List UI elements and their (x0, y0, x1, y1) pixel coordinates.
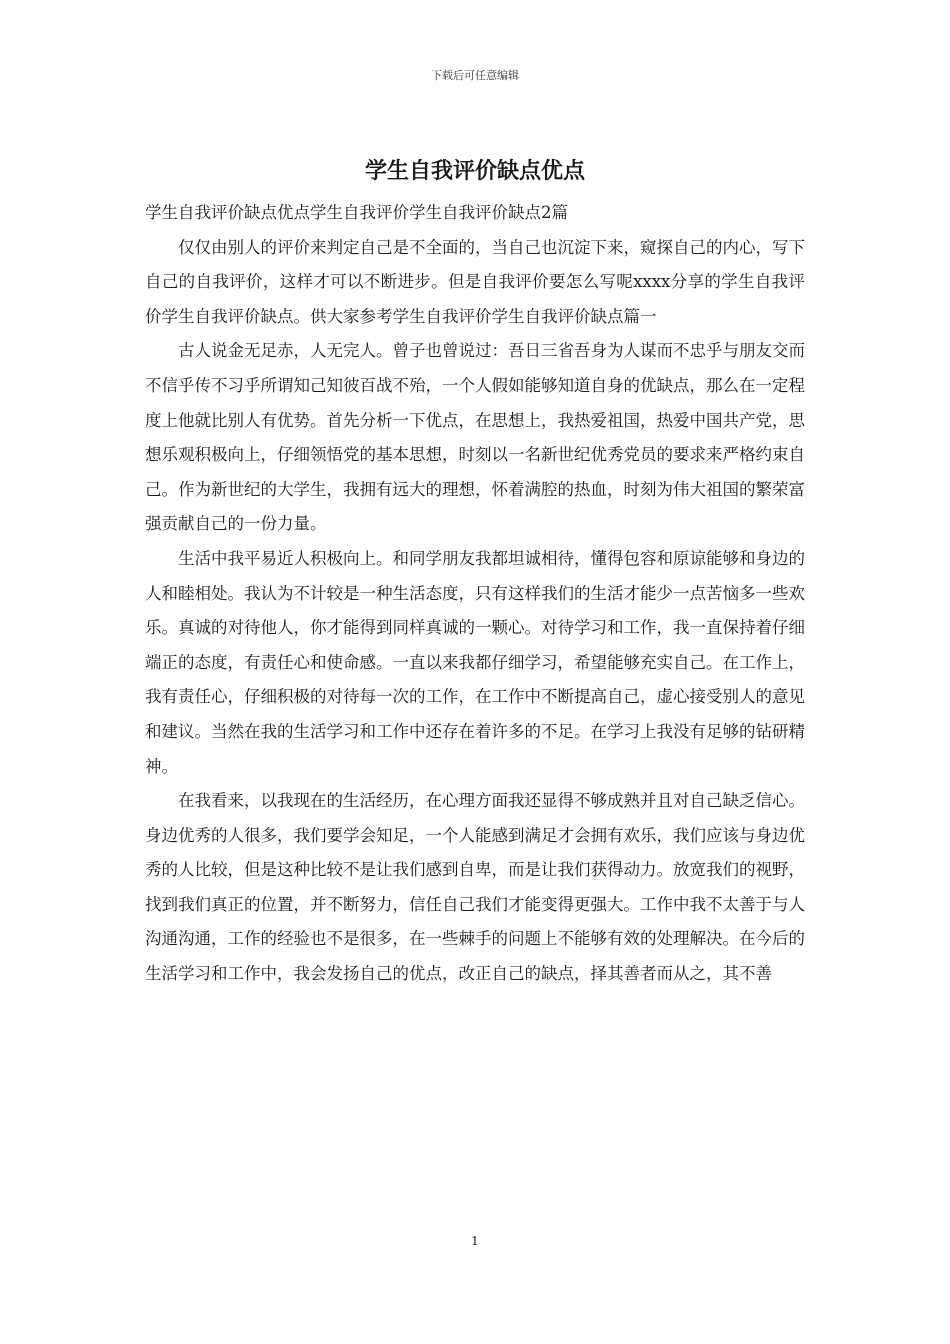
paragraph-strengths-life: 生活中我平易近人积极向上。和同学朋友我都坦诚相待，懂得包容和原谅能够和身边的人和睦相处。我认为不计较是一种生活态度，只有这样我们的生活才能少一点苦恼多一些欢乐。真诚的对待他人，你才能得到同样真诚的一颗心。对待学习和工作，我一直保持着仔细端正的态度，有责任心和使命感。一直以来我都仔细学习，希望能够充实自己。在工作上，我有责任心，仔细积极的对待每一次的工作，在工作中不断提高自己，虚心接受别人的意见和建议。当然在我的生活学习和工作中还存在着许多的不足。在学习上我没有足够的钻研精神。 (145, 548, 805, 776)
subtitle: 学生自我评价缺点优点学生自我评价学生自我评价缺点2篇 (145, 203, 568, 222)
document-body (145, 196, 805, 992)
paragraph-strengths-thought: 古人说金无足赤，人无完人。曾子也曾说过：吾日三省吾身为人谋而不忠乎与朋友交而不信乎传不习乎所谓知己知彼百战不殆，一个人假如能够知道自身的优缺点，那么在一定程度上他就比别人有优势。首先分析一下优点，在思想上，我热爱祖国，热爱中国共产党，思想乐观积极向上，仔细领悟党的基本思想，时刻以一名新世纪优秀党员的要求来严格约束自己。作为新世纪的大学生，我拥有远大的理想，怀着满腔的热血，时刻为伟大祖国的繁荣富强贡献自己的一份力量。 (145, 341, 805, 534)
paragraph-weaknesses: 在我看来，以我现在的生活经历，在心理方面我还显得不够成熟并且对自己缺乏信心。身边优秀的人很多，我们要学会知足，一个人能感到满足才会拥有欢乐，我们应该与身边优秀的人比较，但是这种比较不是让我们感到自卑，而是让我们获得动力。放宽我们的视野，找到我们真正的位置，并不断努力，信任自己我们才能变得更强大。工作中我不太善于与人沟通沟通，工作的经验也不是很多，在一些棘手的问题上不能够有效的处理解决。在今后的生活学习和工作中，我会发扬自己的优点，改正自己的缺点，择其善者而从之，其不善 (145, 791, 805, 984)
paragraph-intro: 仅仅由别人的评价来判定自己是不全面的，当自己也沉淀下来，窥探自己的内心，写下自己的自我评价，这样才可以不断进步。但是自我评价要怎么写呢xxxx分享的学生自我评价学生自我评价缺点。供大家参考学生自我评价学生自我评价缺点篇一 (145, 237, 805, 326)
page-title: 学生自我评价缺点优点 (364, 159, 585, 184)
header-note: 下载后可任意编辑 (431, 69, 519, 82)
page-number: 1 (471, 1234, 479, 1248)
